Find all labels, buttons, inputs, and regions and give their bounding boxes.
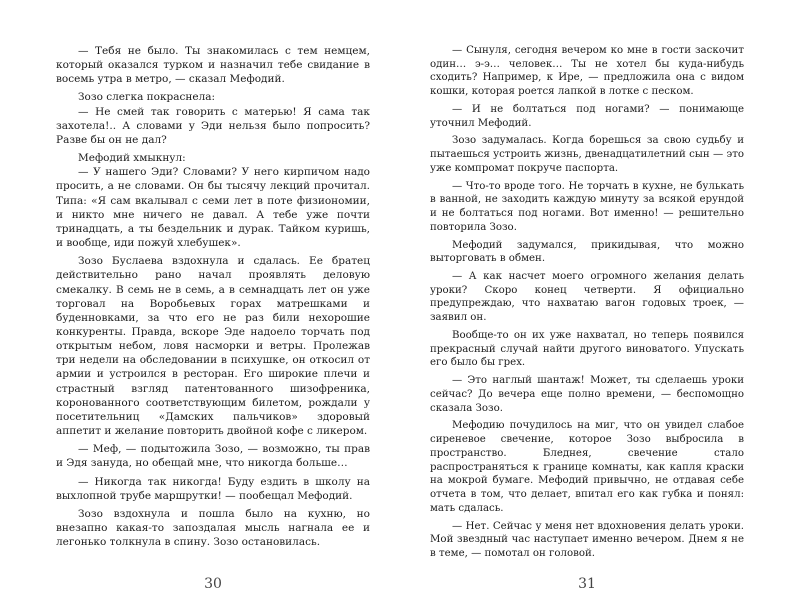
paragraph: — Тебя не было. Ты знакомилась с тем немцем, который оказался турком и назначил тебе свидание в восемь утра в метро, — сказал Мефодий. <box>56 45 370 86</box>
page-number: 30 <box>204 576 222 592</box>
paragraph: — А как насчет моего огромного желания делать уроки? Скоро конец четверти. Я официально предупреждаю, что нахватаю вагон годовых троек, — заявил он. <box>430 271 744 324</box>
paragraph: — И не болтаться под ногами? — понимающе уточнил Мефодий. <box>430 103 744 129</box>
paragraph: — Сынуля, сегодня вечером ко мне в гости заскочит один… э-э… человек… Ты не хотел бы куда-нибудь сходить? Например, к Ире, — предложила она с видом кошки, которая роется лапкой в лотке с песком. <box>430 45 744 98</box>
paragraph: — У нашего Эди? Словами? У него кирпичом надо просить, а не словами. Он бы тысячу лекций прочитал. Типа: «Я сам вкалывал с семи лет в поте физиономии, и никто мне ничего не давал. А тебе уже почти тринадцать, а ты бездельник и дурак. Тайком куришь, и вообще, иди пожуй хлебушек». <box>56 166 370 250</box>
paragraph: — Нет. Сейчас у меня нет вдохновения делать уроки. Мой звездный час наступает именно вечером. Днем я не в теме, — помотал он головой. <box>430 520 744 559</box>
paragraph: Зозо Буслаева вздохнула и сдалась. Ее братец действительно рано начал проявлять деловую смекалку. В семь не в семь, а в семнадцать лет он уже торговал на Воробьевых горах матрешками и буденновками, за что его не раз били нехорошие конкуренты. Правда, вскоре Эде надоело торчать под открытым небом, ловя насморки и ветры. Пролежав три недели на обследовании в психушке, он откосил от армии и устроился в ресторан. Его широкие плечи и страстный взгляд патентованного шизофреника, коронованного соответствующим билетом, рождали у посетительниц «Дамских пальчиков» здоровый аппетит и желание повторить двойной кофе с ликером. <box>56 255 370 438</box>
paragraph: — Это наглый шантаж! Может, ты сделаешь уроки сейчас? До вечера еще полно времени, — беспомощно сказала Зозо. <box>430 375 744 414</box>
paragraph: Мефодий хмыкнул: <box>78 152 186 165</box>
paragraph: — Никогда так никогда! Буду ездить в школу на выхлопной трубе маршрутки! — пообещал Мефодий. <box>56 475 370 502</box>
right-page-text <box>430 44 744 561</box>
left-page-text <box>56 44 370 549</box>
paragraph: — Не смей так говорить с матерью! Я сама так захотела!.. А словами у Эди нельзя было попросить? Разве бы он не дал? <box>56 105 370 146</box>
right-page <box>400 0 800 614</box>
paragraph: Зозо вздохнула и пошла было на кухню, но внезапно какая-то запоздалая мысль нагнала ее и легонько толкнула в спину. Зозо остановилась. <box>56 507 370 549</box>
paragraph: — Что-то вроде того. Не торчать в кухне, не булькать в ванной, не заходить каждую минуту за всякой ерундой и не болтаться под ногами. Вот именно! — решительно повторила Зозо. <box>430 180 744 233</box>
paragraph: Мефодий задумался, прикидывая, что можно выторговать в обмен. <box>430 239 744 265</box>
page-number: 31 <box>578 576 596 592</box>
paragraph: Зозо задумалась. Когда борешься за свою судьбу и пытаешься устроить жизнь, двенадцатилетний сын — это уже компромат покруче паспорта. <box>430 135 744 174</box>
paragraph: Зозо слегка покраснела: <box>78 91 216 104</box>
paragraph: Мефодию почудилось на миг, что он увидел слабое сиреневое свечение, которое Зозо выбросила в пространство. Бледнея, свечение стало распространяться к границе комнаты, как капля краски на мокрой бумаге. Мефодий привычно, не отдавая себе отчета в том, что делает, впитал его как губка и понял: мать сдалась. <box>430 420 744 514</box>
paragraph: Вообще-то он их уже нахватал, но теперь появился прекрасный случай найти другого виноватого. Упускать его было бы грех. <box>430 329 744 369</box>
paragraph: — Меф, — подытожила Зозо, — возможно, ты прав и Эдя зануда, но обещай мне, что никогда больше… <box>56 443 370 470</box>
